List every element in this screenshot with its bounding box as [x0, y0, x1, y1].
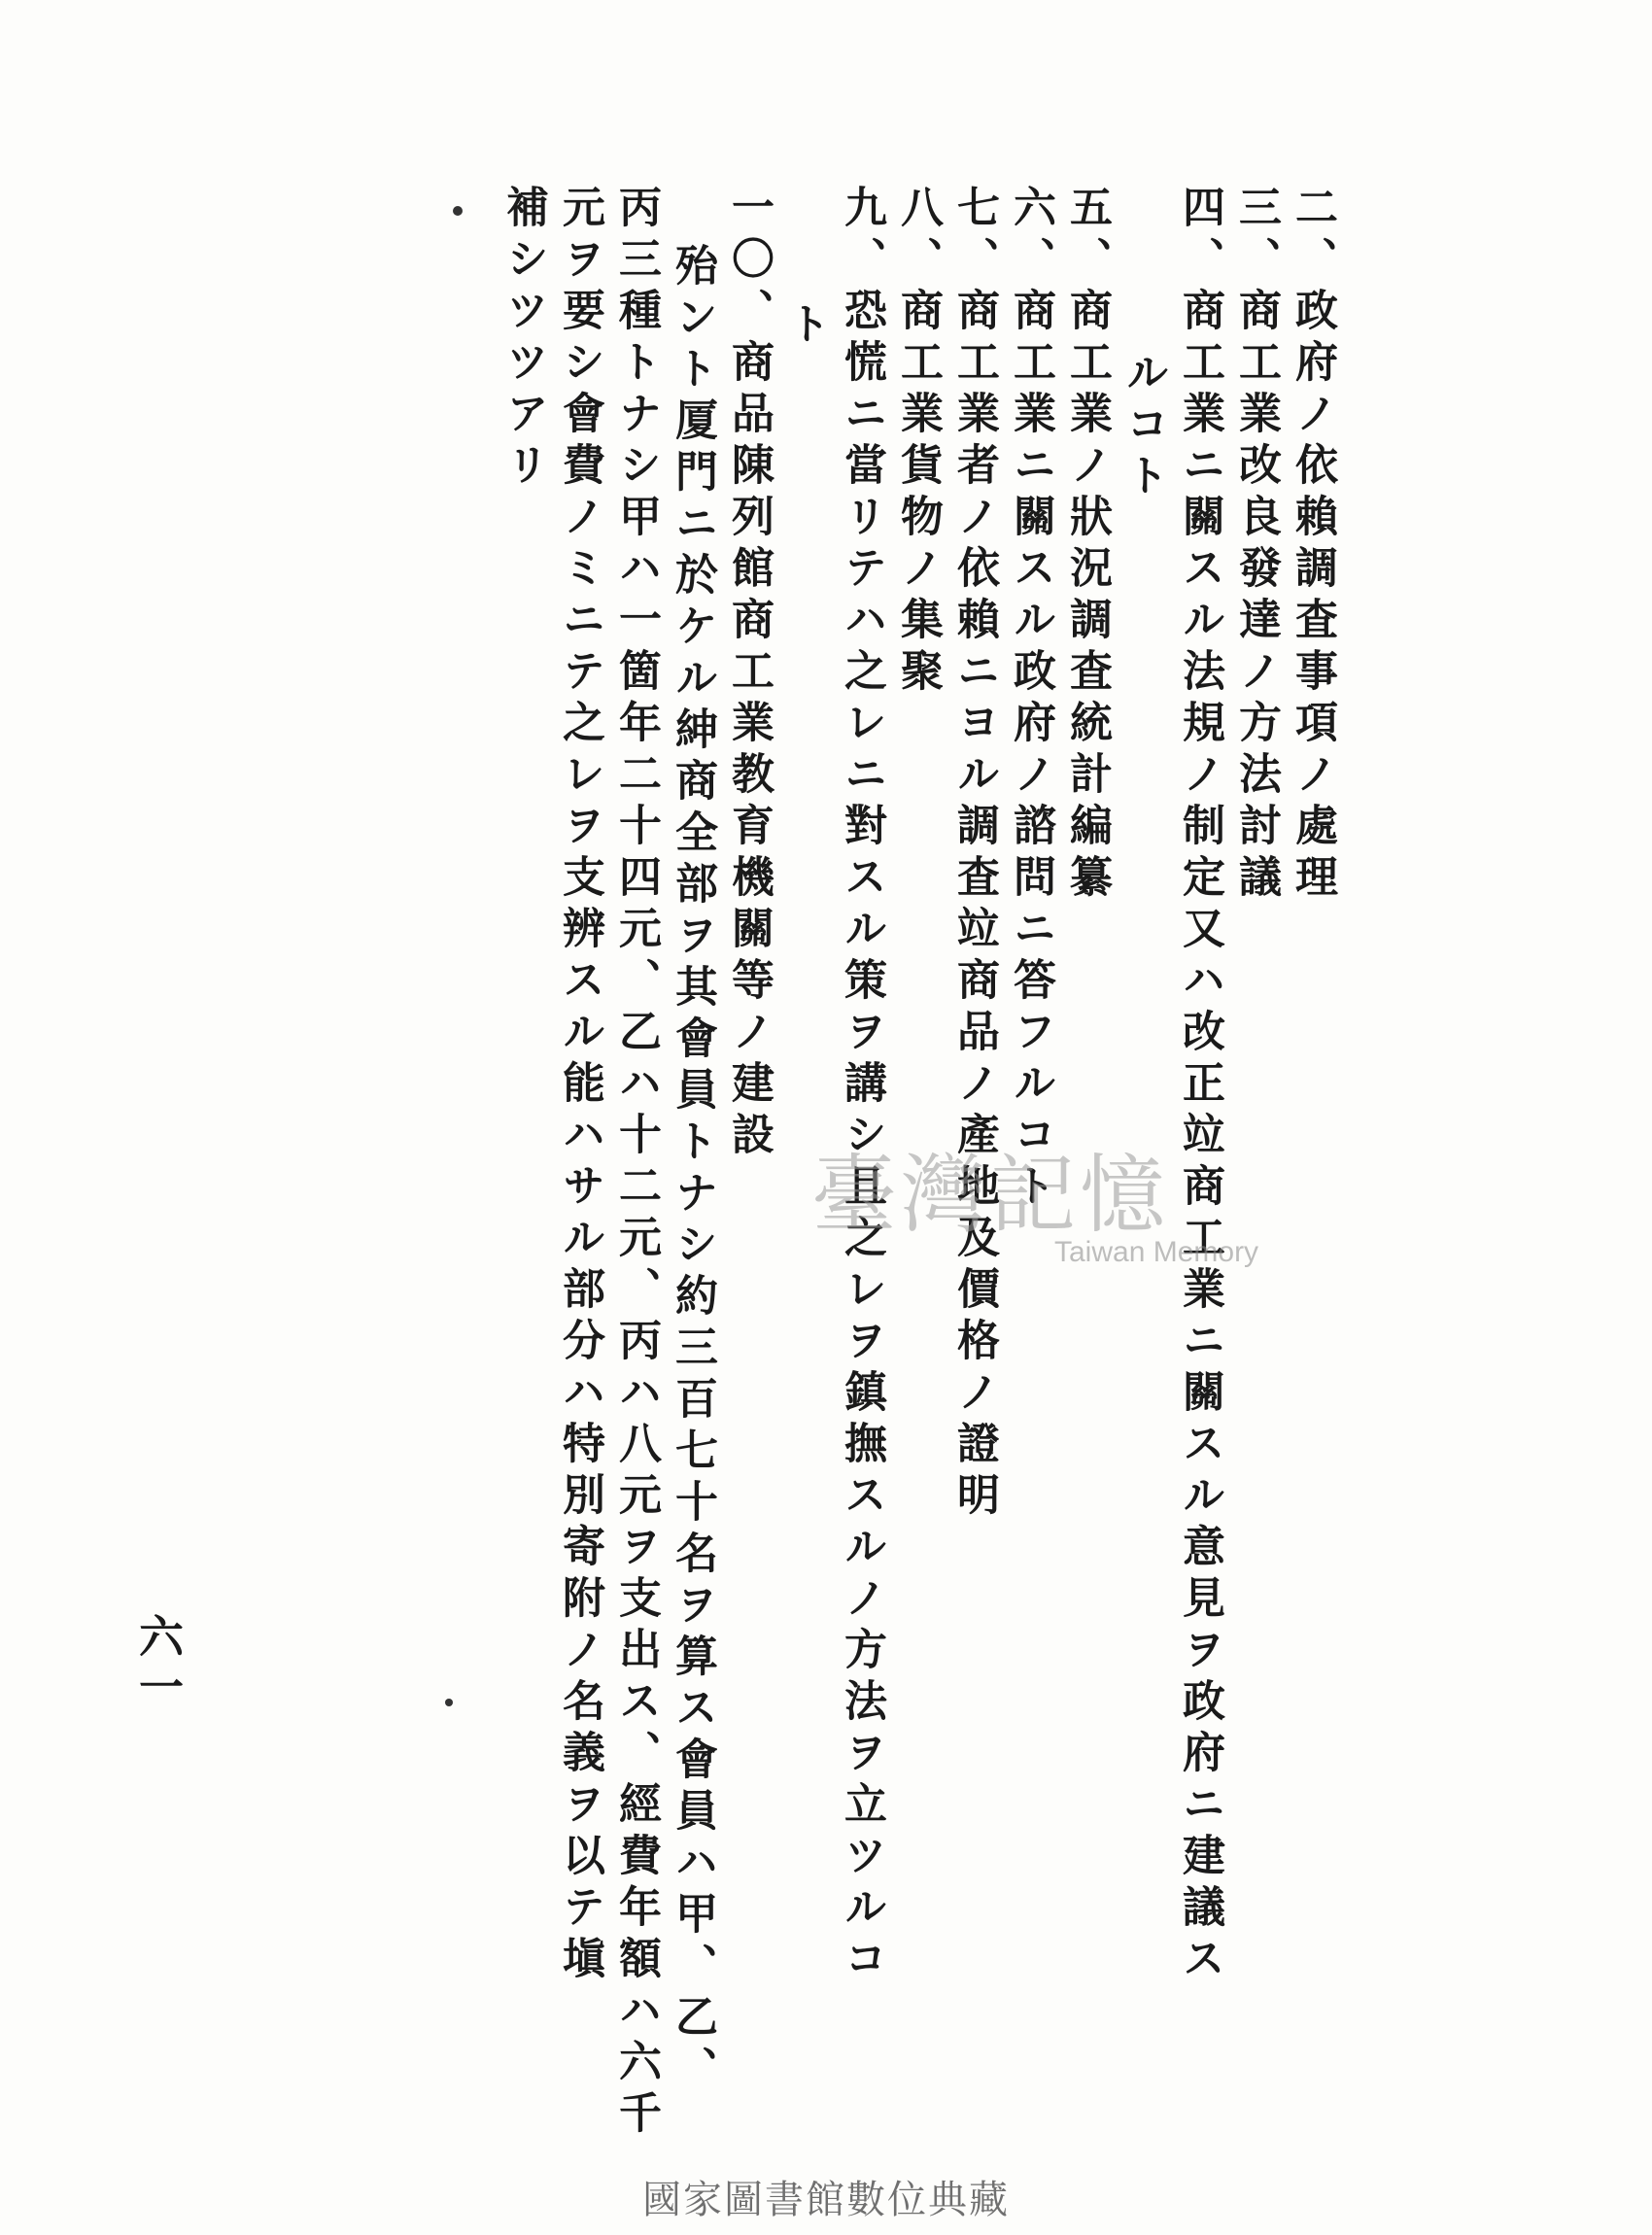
text-line: 九、恐慌ニ當リテハ之レニ對スル策ヲ講シ且之レヲ鎮撫スルノ方法ヲ立ツルコ — [837, 185, 886, 1987]
text-line: 殆ント厦門ニ於ケル紳商全部ヲ其會員トナシ約三百七十名ヲ算ス會員ハ甲、乙、 — [668, 243, 717, 2097]
text-line: 一〇、商品陳列館商工業教育機關等ノ建設 — [724, 185, 774, 1163]
watermark — [811, 1127, 1317, 1273]
text-line: 七、商工業者ノ依賴ニヨル調査竝商品ノ產地及價格ノ證明 — [949, 185, 999, 1524]
footer-caption: 國家圖書館數位典藏 — [642, 2178, 1010, 2222]
watermark-title: 臺灣記憶 — [811, 1145, 1170, 1245]
text-line: 元ヲ要シ會費ノミニテ之レヲ支辨スル能ハサル部分ハ特別寄附ノ名義ヲ以テ塡 — [555, 185, 604, 1987]
text-line: ルコト — [1119, 350, 1168, 504]
text-line: 丙三種トナシ甲ハ一箇年二十四元、乙ハ十二元、丙ハ八元ヲ支出ス、經費年額ハ六千 — [611, 185, 661, 2142]
watermark-subtitle: Taiwan Memory — [1054, 1236, 1259, 1268]
text-line: 六、商工業ニ關スル政府ノ諮問ニ答フルコト — [1006, 185, 1055, 1215]
text-line: 四、商工業ニ關スル法規ノ制定又ハ改正竝商工業ニ關スル意見ヲ政府ニ建議ス — [1175, 185, 1224, 1987]
ink-speck — [453, 206, 463, 216]
text-line: 二、政府ノ依賴調査事項ノ處理 — [1288, 185, 1337, 906]
text-line: 八、商工業貨物ノ集聚 — [893, 185, 943, 700]
ink-speck — [445, 1699, 453, 1706]
page-number: 六一 — [132, 1613, 185, 1714]
text-line: 五、商工業ノ狀況調査統計編纂 — [1062, 185, 1112, 906]
text-line: 三、商工業改良發達ノ方法討議 — [1231, 185, 1281, 906]
text-line: 補シツツアリ — [499, 185, 548, 494]
text-line: ト — [780, 301, 830, 353]
